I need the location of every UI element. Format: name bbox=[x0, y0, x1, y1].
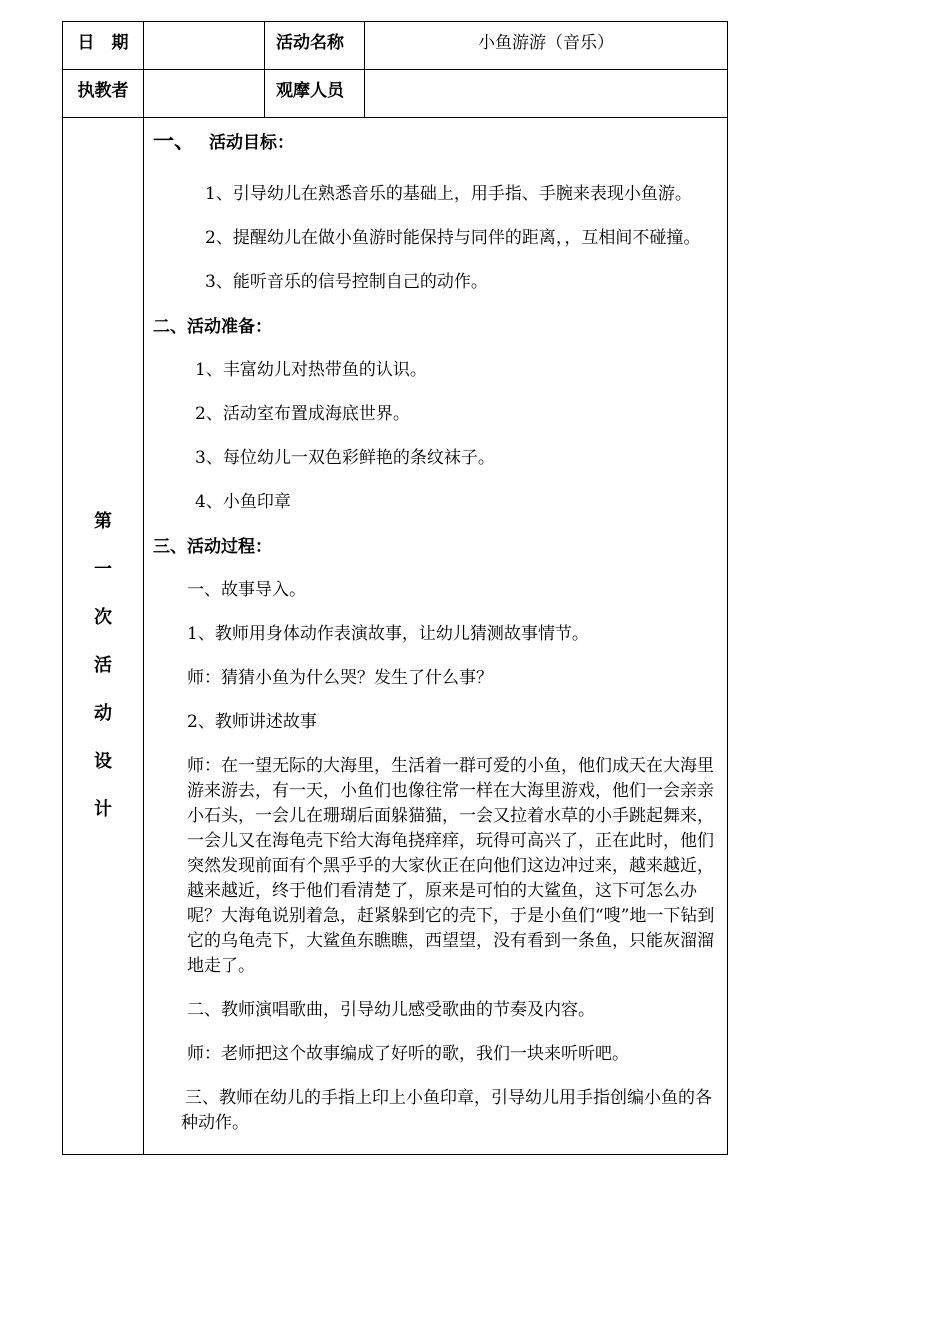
goal-item: 1、引导幼儿在熟悉音乐的基础上，用手指、手腕来表现小鱼游。 bbox=[205, 184, 692, 204]
preparation-item: 2、活动室布置成海底世界。 bbox=[195, 404, 410, 424]
section-goals-number: 一、 bbox=[153, 129, 195, 153]
preparation-item: 4、小鱼印章 bbox=[195, 492, 291, 512]
header-row-2 bbox=[63, 70, 728, 118]
process-item: 师：老师把这个故事编成了好听的歌，我们一块来听听吧。 bbox=[187, 1044, 629, 1064]
process-item: 一、故事导入。 bbox=[187, 580, 306, 600]
section-preparation-heading: 二、活动准备： bbox=[153, 317, 272, 337]
process-item: 2、教师讲述故事 bbox=[187, 712, 317, 732]
teacher-label: 执教者 bbox=[63, 70, 144, 118]
section-goals-title: 活动目标： bbox=[209, 133, 294, 153]
date-value bbox=[144, 22, 265, 70]
side-char: 活 bbox=[94, 655, 112, 676]
section-process-heading: 三、活动过程： bbox=[153, 537, 272, 557]
date-label: 日 期 bbox=[63, 22, 144, 70]
activity-name-value: 小鱼游游（音乐） bbox=[365, 22, 728, 70]
process-item: 师：猜猜小鱼为什么哭？发生了什么事？ bbox=[187, 668, 493, 688]
goal-item: 2、提醒幼儿在做小鱼游时能保持与同伴的距离，，互相间不碰撞。 bbox=[205, 228, 701, 248]
header-row-1 bbox=[63, 22, 728, 70]
lesson-plan-sheet bbox=[62, 21, 727, 1155]
side-char: 第 bbox=[94, 511, 112, 532]
activity-design-content bbox=[144, 118, 728, 1155]
process-item: 1、教师用身体动作表演故事，让幼儿猜测故事情节。 bbox=[187, 624, 589, 644]
section-goals-heading bbox=[153, 128, 723, 156]
goal-item: 3、能听音乐的信号控制自己的动作。 bbox=[205, 272, 488, 292]
side-char: 动 bbox=[94, 703, 112, 724]
side-char: 设 bbox=[94, 751, 112, 772]
side-label bbox=[94, 498, 112, 834]
side-char: 计 bbox=[94, 799, 112, 820]
side-label-cell bbox=[63, 118, 144, 1155]
side-char: 一 bbox=[94, 559, 112, 580]
process-item: 三、教师在幼儿的手指上印上小鱼印章，引导幼儿用手指创编小鱼的各种动作。 bbox=[181, 1088, 712, 1133]
observers-label: 观摩人员 bbox=[265, 70, 365, 118]
preparation-item: 3、每位幼儿一双色彩鲜艳的条纹袜子。 bbox=[195, 448, 495, 468]
activity-name-label: 活动名称 bbox=[265, 22, 365, 70]
process-item: 二、教师演唱歌曲，引导幼儿感受歌曲的节奏及内容。 bbox=[187, 1000, 595, 1020]
observers-value bbox=[365, 70, 728, 118]
teacher-value bbox=[144, 70, 265, 118]
side-char: 次 bbox=[94, 607, 112, 628]
preparation-item: 1、丰富幼儿对热带鱼的认识。 bbox=[195, 360, 427, 380]
story-paragraph: 师：在一望无际的大海里，生活着一群可爱的小鱼，他们成天在大海里游来游去，有一天，小鱼们也像往常一样在大海里游戏，他们一会亲亲小石头，一会儿在珊瑚后面躲猫猫，一会又拉着水草的小手跳起舞来，一会儿又在海龟壳下给大海龟挠痒痒，玩得可高兴了，正在此时，他们突然发现前面有个黑乎乎的大家伙正在向他们这边冲过来，越来越近，越来越近，终于他们看清楚了，原来是可怕的大鲨鱼，这下可怎么办呢？大海龟说别着急，赶紧躲到它的壳下，于是小鱼们“嗖”地一下钻到它的乌龟壳下，大鲨鱼东瞧瞧，西望望，没有看到一条鱼，只能灰溜溜地走了。 bbox=[187, 756, 715, 976]
lesson-plan-table bbox=[62, 21, 728, 1155]
content-row bbox=[63, 118, 728, 1155]
